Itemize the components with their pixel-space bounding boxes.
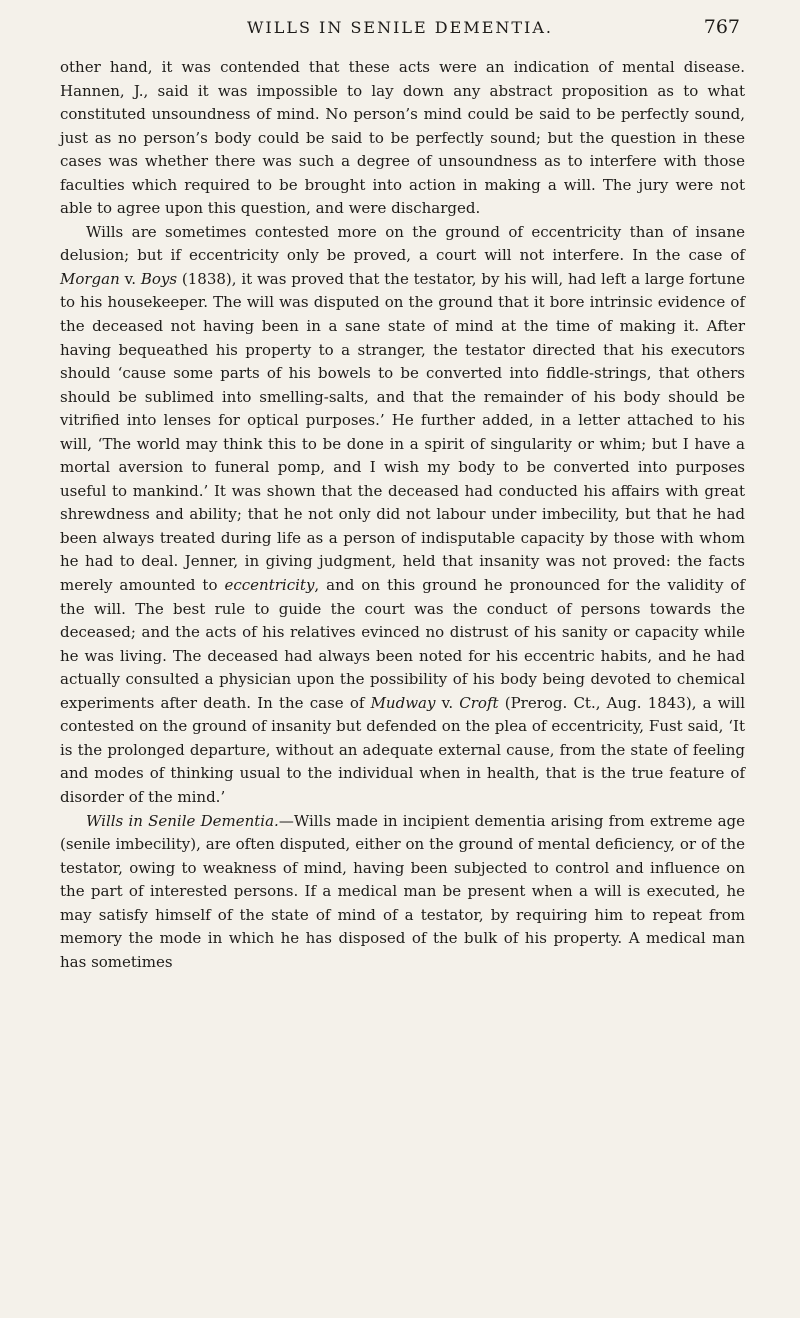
italic-text-run: Morgan bbox=[60, 269, 120, 288]
body-text bbox=[60, 56, 745, 974]
paragraph-2 bbox=[60, 221, 745, 810]
text-run: —Wills made in incipient dementia arising from extreme age (senile imbecility), are often disputed, either on the ground of mental deficiency, or of the testator, owing to weakness of mind, having been subjected to control and influence on the part of interested persons. If a medical man be present when a will is executed, he may satisfy himself of the state of mind of a testator, by requiring him to repeat from memory the mode in which he has disposed of the bulk of his property. A medical man has sometimes bbox=[60, 811, 746, 971]
italic-text-run: Mudway bbox=[370, 693, 436, 712]
italic-text-run: Wills in Senile Dementia. bbox=[86, 811, 279, 830]
italic-text-run: Boys bbox=[140, 269, 178, 288]
text-run: Wills are sometimes contested more on the ground of eccentricity than of insane delusion; but if eccentricity only be proved, a court will not interfere. In the case of bbox=[60, 222, 745, 265]
text-run: v. bbox=[119, 269, 141, 288]
page-number: 767 bbox=[703, 16, 740, 38]
text-run: , and on this ground he pronounced for the validity of the will. The best rule to guide the court was the conduct of persons towards the deceased; and the acts of his relatives evinced no distrust of his sanity or capacity while he was living. The deceased had always been noted for his eccentric habits, and he had actually consulted a physician upon the possibility of his body being devoted to chemical experiments after death. In the case of bbox=[60, 576, 745, 712]
text-run: other hand, it was contended that these acts were an indication of mental disease. Hannen, J., said it was impossible to lay down any abstract proposition as to what constituted unsoundness of mind. No person’s mind could be said to be perfectly sound, just as no person’s body could be said to be perfectly sound; but the question in these cases was whether there was such a degree of unsoundness as to interfere with those faculties which required to be brought into action in making a will. The jury were not able to agree upon this question, and were discharged. bbox=[60, 58, 745, 218]
paragraph-3 bbox=[60, 810, 745, 975]
italic-text-run: Croft bbox=[459, 693, 499, 712]
page-header bbox=[60, 12, 740, 46]
running-title: WILLS IN SENILE DEMENTIA. bbox=[246, 18, 554, 37]
text-run: (1838), it was proved that the testator, by his will, had left a large fortune to his housekeeper. The will was disputed on the ground that it bore intrinsic evidence of the deceased not having been in a sane state of mind at the time of making it. After having bequeathed his property to a stranger, the testator directed that his executors should ‘cause some parts of his bowels to be converted into fiddle-strings, that others should be sublimed into smelling-salts, and that the remainder of his body should be vitrified into lenses for optical purposes.’ He further added, in a letter attached to his will, ‘The world may think this to be done in a spirit of singularity or whim; but I have a mortal aversion to funeral pomp, and I wish my body to be converted into purposes useful to mankind.’ It was shown that the deceased had conducted his affairs with great shrewdness and ability; that he not only did not labour under imbecility, but that he had been always treated during life as a person of indisputable capacity by those with whom he had to deal. Jenner, in giving judgment, held that insanity was not proved: the facts merely amounted to bbox=[60, 269, 745, 595]
italic-text-run: eccentricity bbox=[224, 576, 315, 595]
text-run: v. bbox=[435, 693, 460, 712]
text-run: (Prerog. Ct., Aug. 1843), a will contested on the ground of insanity but defended on the plea of eccentricity, Fust said, ‘It is the prolonged departure, without an adequate external cause, from the state of feeling and modes of thinking usual to the individual when in health, that is the true feature of disorder of the mind.’ bbox=[60, 693, 746, 806]
paragraph-1 bbox=[60, 56, 745, 221]
